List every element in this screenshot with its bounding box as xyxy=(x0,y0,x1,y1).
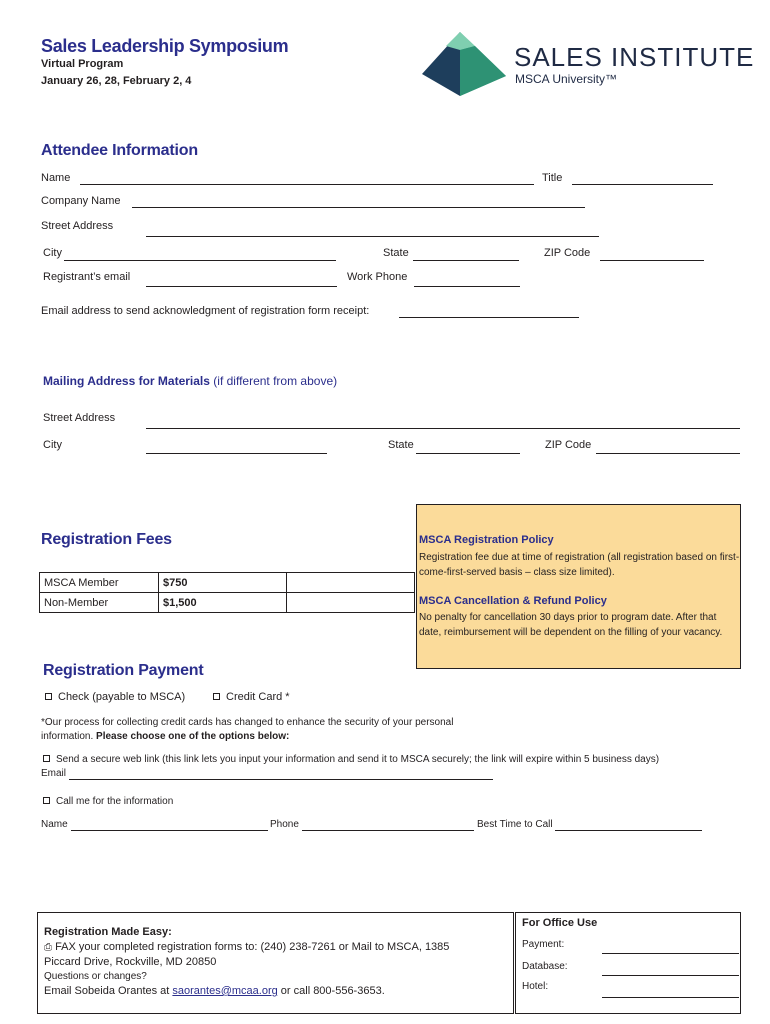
mailing-state-field[interactable] xyxy=(416,453,520,454)
title-label: Title xyxy=(542,172,563,184)
ack-email-label: Email address to send acknowledgment of registration form receipt: xyxy=(41,305,370,317)
easy-fax-line1 xyxy=(44,941,449,953)
call-label: Call me for the information xyxy=(56,796,174,807)
check-checkbox[interactable] xyxy=(45,693,52,700)
contact-pre: Email Sobeida Orantes at xyxy=(44,985,173,997)
zip-label: ZIP Code xyxy=(544,247,591,259)
credit-label: Credit Card * xyxy=(226,691,290,703)
web-email-field[interactable] xyxy=(69,779,493,780)
table-row xyxy=(40,573,415,593)
web-email-label: Email xyxy=(41,768,67,779)
web-link-label: Send a secure web link (this link lets you input your information and send it to MSCA securely; the link will expire within 5 business days) xyxy=(56,754,660,765)
office-hotel-field[interactable] xyxy=(602,997,739,998)
mailing-heading: Mailing Address for Materials xyxy=(43,374,210,388)
table-row xyxy=(40,593,415,613)
payment-note-line2 xyxy=(41,731,289,742)
check-option[interactable] xyxy=(45,691,185,703)
best-time-label: Best Time to Call xyxy=(477,819,553,830)
office-heading: For Office Use xyxy=(522,917,598,929)
company-label: Company Name xyxy=(41,195,121,207)
mailing-city-field[interactable] xyxy=(146,453,327,454)
mailing-zip-label: ZIP Code xyxy=(545,439,592,451)
call-phone-field[interactable] xyxy=(302,830,474,831)
easy-questions: Questions or changes? xyxy=(44,971,147,982)
easy-heading: Registration Made Easy: xyxy=(44,926,172,938)
fees-table xyxy=(39,572,415,613)
state-field[interactable] xyxy=(413,260,519,261)
mailing-city-label: City xyxy=(43,439,62,451)
ack-email-field[interactable] xyxy=(399,317,579,318)
best-time-field[interactable] xyxy=(555,830,702,831)
easy-contact xyxy=(44,985,385,997)
call-name-field[interactable] xyxy=(71,830,268,831)
work-phone-label: Work Phone xyxy=(347,271,408,283)
mailing-heading-wrap xyxy=(43,374,337,388)
fee-select-cell[interactable] xyxy=(287,593,415,613)
office-database-label: Database: xyxy=(522,961,568,972)
name-label: Name xyxy=(41,172,71,184)
payment-heading: Registration Payment xyxy=(43,662,204,679)
contact-post: or call 800-556-3653. xyxy=(277,985,385,997)
title-field[interactable] xyxy=(572,184,713,185)
cancellation-policy-text: No penalty for cancellation 30 days prior to program date. After that date, reimbursement will be dependent on the filling of your vacancy. xyxy=(419,612,723,638)
fax-text: FAX your completed registration forms to: (240) 238-7261 or Mail to MSCA, 1385 xyxy=(55,941,450,953)
program-type: Virtual Program xyxy=(41,58,124,70)
payment-note-lead: information. xyxy=(41,731,97,742)
fee-label: MSCA Member xyxy=(40,573,159,593)
city-field[interactable] xyxy=(64,260,336,261)
mailing-street-field[interactable] xyxy=(146,428,740,429)
check-label: Check (payable to MSCA) xyxy=(58,691,186,703)
logo-pyramid-icon xyxy=(420,30,508,98)
easy-fax-line2: Piccard Drive, Rockville, MD 20850 xyxy=(44,956,217,968)
policy-box xyxy=(416,504,741,669)
payment-note-line1: *Our process for collecting credit cards has changed to enhance the security of your personal xyxy=(41,717,454,728)
registration-made-easy-box xyxy=(37,912,514,1014)
mailing-street-label: Street Address xyxy=(43,412,116,424)
logo-subtitle: MSCA University™ xyxy=(515,72,618,86)
email-field[interactable] xyxy=(146,286,337,287)
call-phone-label: Phone xyxy=(270,819,299,830)
fees-heading: Registration Fees xyxy=(41,531,172,548)
credit-option[interactable] xyxy=(213,691,290,703)
street-field[interactable] xyxy=(146,236,599,237)
fee-label: Non-Member xyxy=(40,593,159,613)
company-field[interactable] xyxy=(132,207,585,208)
logo-name: SALES INSTITUTE xyxy=(514,42,755,72)
mailing-note: (if different from above) xyxy=(213,374,338,388)
office-use-box xyxy=(515,912,741,1014)
work-phone-field[interactable] xyxy=(414,286,520,287)
registration-policy-heading: MSCA Registration Policy xyxy=(419,534,554,546)
office-payment-field[interactable] xyxy=(602,953,739,954)
attendee-heading: Attendee Information xyxy=(41,142,198,159)
call-option[interactable] xyxy=(43,796,173,807)
name-field[interactable] xyxy=(80,184,534,185)
web-link-option[interactable] xyxy=(43,754,659,765)
state-label: State xyxy=(383,247,409,259)
call-name-label: Name xyxy=(41,819,68,830)
fee-price: $750 xyxy=(159,573,287,593)
cancellation-policy-heading: MSCA Cancellation & Refund Policy xyxy=(419,595,607,607)
payment-note-emphasis: Please choose one of the options below: xyxy=(96,731,290,742)
contact-email-link[interactable]: saorantes@mcaa.org xyxy=(172,985,278,997)
web-link-checkbox[interactable] xyxy=(43,755,50,762)
street-label: Street Address xyxy=(41,220,114,232)
office-payment-label: Payment: xyxy=(522,939,565,950)
registration-policy-text: Registration fee due at time of registration (all registration based on first-come-first-served basis – class size limited). xyxy=(419,552,740,578)
fee-select-cell[interactable] xyxy=(287,573,415,593)
program-dates: January 26, 28, February 2, 4 xyxy=(41,75,192,87)
fee-price: $1,500 xyxy=(159,593,287,613)
email-label: Registrant’s email xyxy=(43,271,131,283)
document-title: Sales Leadership Symposium xyxy=(41,36,289,56)
fax-icon: ⎙ xyxy=(44,942,52,953)
office-database-field[interactable] xyxy=(602,975,739,976)
credit-checkbox[interactable] xyxy=(213,693,220,700)
mailing-state-label: State xyxy=(388,439,414,451)
city-label: City xyxy=(43,247,62,259)
zip-field[interactable] xyxy=(600,260,704,261)
mailing-zip-field[interactable] xyxy=(596,453,740,454)
call-checkbox[interactable] xyxy=(43,797,50,804)
office-hotel-label: Hotel: xyxy=(522,981,549,992)
